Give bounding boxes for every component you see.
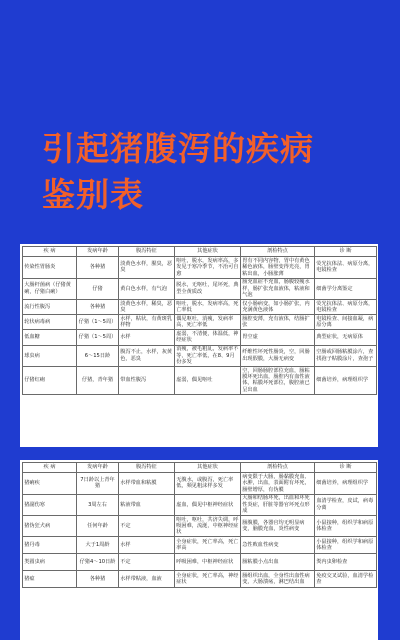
other-symptoms: 脱水，无呕吐，尾坏死，典型全黄质改 xyxy=(175,278,241,299)
table-row xyxy=(23,516,377,537)
table-row xyxy=(23,278,377,299)
diarrhea-feature: 不定 xyxy=(119,516,175,537)
other-symptoms: 虚血，偶见中枢神经症状 xyxy=(175,494,241,515)
necropsy-findings: 肠充血症不充血，肠腹较瘦水样，肠扩张充血液体，粘液和气泡 xyxy=(241,278,315,299)
necropsy-findings: 病变限于大肠，肠黏膜充血、水肿，出血，表面附有坏死，肠壁增厚，有伪膜 xyxy=(241,473,315,494)
other-symptoms: 虚弱，偶见呕吐 xyxy=(175,366,241,394)
disease-name: 猪痢疾 xyxy=(23,473,77,494)
table-row xyxy=(23,537,377,554)
diagnosis: 荧光抗体法、病原分离，电镜检查 xyxy=(315,300,377,315)
title-line-2: 鉴别表 xyxy=(42,175,144,214)
onset-age: 各种猪 xyxy=(77,571,119,588)
disease-name: 流行性腹泻 xyxy=(23,300,77,315)
onset-age: 仔猪（1～5周） xyxy=(77,315,119,330)
onset-age: 仔猪4～10日龄 xyxy=(77,554,119,571)
necropsy-findings: 肠粘膜小点出血 xyxy=(241,554,315,571)
title-line-1: 引起猪腹泻的疾病 xyxy=(42,129,314,168)
onset-age: 7日龄以上青年猪 xyxy=(77,473,119,494)
table-row xyxy=(23,473,377,494)
other-symptoms: 全身症状，死亡率高，死亡率高 xyxy=(175,537,241,554)
table-row xyxy=(23,571,377,588)
diagnosis: 免疫交叉试验，血清学检查 xyxy=(315,571,377,588)
disease-name: 低血糖 xyxy=(23,330,77,345)
diarrhea-feature: 水样带粘液，血液 xyxy=(119,571,175,588)
header-cell: 其他症状 xyxy=(175,463,241,473)
diagnosis: 小鼠接种，组织学和病原体检查 xyxy=(315,516,377,537)
other-symptoms: 呕吐，脱水，发病率高，多发见于寒冷季节，不治可自愈 xyxy=(175,257,241,278)
diagnosis: 空肠或回肠粘膜涂片，查找孢子粘膜涂片，查孢子 xyxy=(315,345,377,366)
other-symptoms: 呕吐，脱水，发病率高，死亡率低 xyxy=(175,300,241,315)
header-cell: 腹泻特征 xyxy=(119,247,175,257)
other-symptoms: 呕吐，呕吐，共济失调，呼吸困难，流涎，中枢神经症状 xyxy=(175,516,241,537)
onset-age: 仔猪（1～5周） xyxy=(77,330,119,345)
header-cell: 其他症状 xyxy=(175,247,241,257)
diagnosis: 小鼠接种，组织学和病原体检查 xyxy=(315,537,377,554)
diagnosis: 细菌培养，病理组织学 xyxy=(315,473,377,494)
table-row xyxy=(23,330,377,345)
diagnosis: 电镜检查、间接血凝，病原分离 xyxy=(315,315,377,330)
table-row xyxy=(23,300,377,315)
other-symptoms: 虚弱，不清便，体温低，神经症状 xyxy=(175,330,241,345)
page-title xyxy=(42,126,314,218)
header-cell: 发病年龄 xyxy=(77,463,119,473)
header-cell: 疾 病 xyxy=(23,247,77,257)
onset-age: 各种猪 xyxy=(77,257,119,278)
necropsy-findings: 胃空虚 xyxy=(241,330,315,345)
diagnosis: 血清学检查，皮试，病毒分离 xyxy=(315,494,377,515)
onset-age: 仔猪 xyxy=(77,278,119,299)
diarrhea-feature: 水样带血和粘膜 xyxy=(119,473,175,494)
diarrhea-feature: 不定 xyxy=(119,554,175,571)
diarrhea-feature: 带血性腹泻 xyxy=(119,366,175,394)
diarrhea-feature: 粘液带血 xyxy=(119,494,175,515)
necropsy-findings: 肠组织出血，全身性出血性病变，大肠溃疡，淋巴结出血 xyxy=(241,571,315,588)
necropsy-findings: 急性败血性病变 xyxy=(241,537,315,554)
table-row xyxy=(23,366,377,394)
diarrhea-feature: 腹泻不止，水样，灰黄色，恶臭 xyxy=(119,345,175,366)
diarrhea-feature: 淡黄色水样，稀臭，恶臭 xyxy=(119,300,175,315)
diarrhea-feature: 水样，粘状，有黄斑乳样物 xyxy=(119,315,175,330)
onset-age: 3周左右 xyxy=(77,494,119,515)
necropsy-findings: 仅小肠病变，如小肠扩张，内充满黄色液体 xyxy=(241,300,315,315)
header-cell: 剖检特点 xyxy=(241,247,315,257)
diarrhea-feature: 水样 xyxy=(119,537,175,554)
header-cell: 诊 断 xyxy=(315,463,377,473)
table-row xyxy=(23,257,377,278)
necropsy-findings: 空，回肠肠腔部位充血，肠粘膜坏死出血，肠腔内有血性液体，粘膜坏死部位，腹腔液已呈出血 xyxy=(241,366,315,394)
diagnosis: 细菌学分离鉴定 xyxy=(315,278,377,299)
other-symptoms: 消瘦，被毛粗乱，发病率不等，死亡率低，在8、9月份多发 xyxy=(175,345,241,366)
disease-table-2 xyxy=(22,462,377,588)
other-symptoms: 呼吸困难，中枢神经症状 xyxy=(175,554,241,571)
disease-name: 猪瘟 xyxy=(23,571,77,588)
disease-name: 猪伪狂犬病 xyxy=(23,516,77,537)
onset-age: 仔猪，青年猪 xyxy=(77,366,119,394)
other-symptoms: 全身症状，死亡率高，神经症状 xyxy=(175,571,241,588)
necropsy-findings: 肠腔变薄，充有液体，结肠扩张 xyxy=(241,315,315,330)
header-cell: 发病年龄 xyxy=(77,247,119,257)
table-sheet-1 xyxy=(20,244,378,447)
diagnosis: 典型症状，无病原体 xyxy=(315,330,377,345)
disease-name: 大肠杆菌病（仔猪黄痢，仔猪白痢） xyxy=(23,278,77,299)
diagnosis: 细菌培养，病理组织学 xyxy=(315,366,377,394)
disease-name: 类圆虫病 xyxy=(23,554,77,571)
onset-age: 大于1周龄 xyxy=(77,537,119,554)
table-sheet-2 xyxy=(20,460,378,640)
disease-name: 轮状病毒病 xyxy=(23,315,77,330)
other-symptoms: 无腹水，或腹泻，死亡率低，频见粗沫样多发 xyxy=(175,473,241,494)
necropsy-findings: 肠腹膜，各器官均无明显病变，脑膜充血，炎性病变 xyxy=(241,516,315,537)
header-cell: 腹泻特征 xyxy=(119,463,175,473)
header-cell: 剖检特点 xyxy=(241,463,315,473)
disease-name: 猪丹毒 xyxy=(23,537,77,554)
necropsy-findings: 大肠和结肠坏死，出血和坏死性炎症，肝脏等器官坏死点形成 xyxy=(241,494,315,515)
table-row xyxy=(23,345,377,366)
diarrhea-feature: 淡黄色水样，腥臭，恶臭 xyxy=(119,257,175,278)
diarrhea-feature: 黄白色水样，有气泡 xyxy=(119,278,175,299)
header-cell: 疾 病 xyxy=(23,463,77,473)
table-row xyxy=(23,554,377,571)
disease-name: 球虫病 xyxy=(23,345,77,366)
onset-age: 6～15日龄 xyxy=(77,345,119,366)
header-cell: 诊 断 xyxy=(315,247,377,257)
table-header-row xyxy=(23,463,377,473)
disease-name: 猪副伤寒 xyxy=(23,494,77,515)
diarrhea-feature: 水样 xyxy=(119,330,175,345)
diagnosis: 荧光抗体法、病原分离，电镜检查 xyxy=(315,257,377,278)
table-row xyxy=(23,315,377,330)
disease-name: 传染性胃肠炎 xyxy=(23,257,77,278)
table-row xyxy=(23,494,377,515)
other-symptoms: 偶见呕吐，消瘦，发病率高，死亡率低 xyxy=(175,315,241,330)
necropsy-findings: 纤维性坏死性肠炎，空，回肠出现假膜，大肠无病变 xyxy=(241,345,315,366)
table-header-row xyxy=(23,247,377,257)
onset-age: 各种猪 xyxy=(77,300,119,315)
disease-table-1 xyxy=(22,246,377,395)
onset-age: 任何年龄 xyxy=(77,516,119,537)
necropsy-findings: 胃有不同内容物，胃中有黄色稀色液体，肠壁变得光亮，胃粘出血，小肠胀薄 xyxy=(241,257,315,278)
diagnosis: 粪内虫卵检查 xyxy=(315,554,377,571)
disease-name: 仔猪红痢 xyxy=(23,366,77,394)
